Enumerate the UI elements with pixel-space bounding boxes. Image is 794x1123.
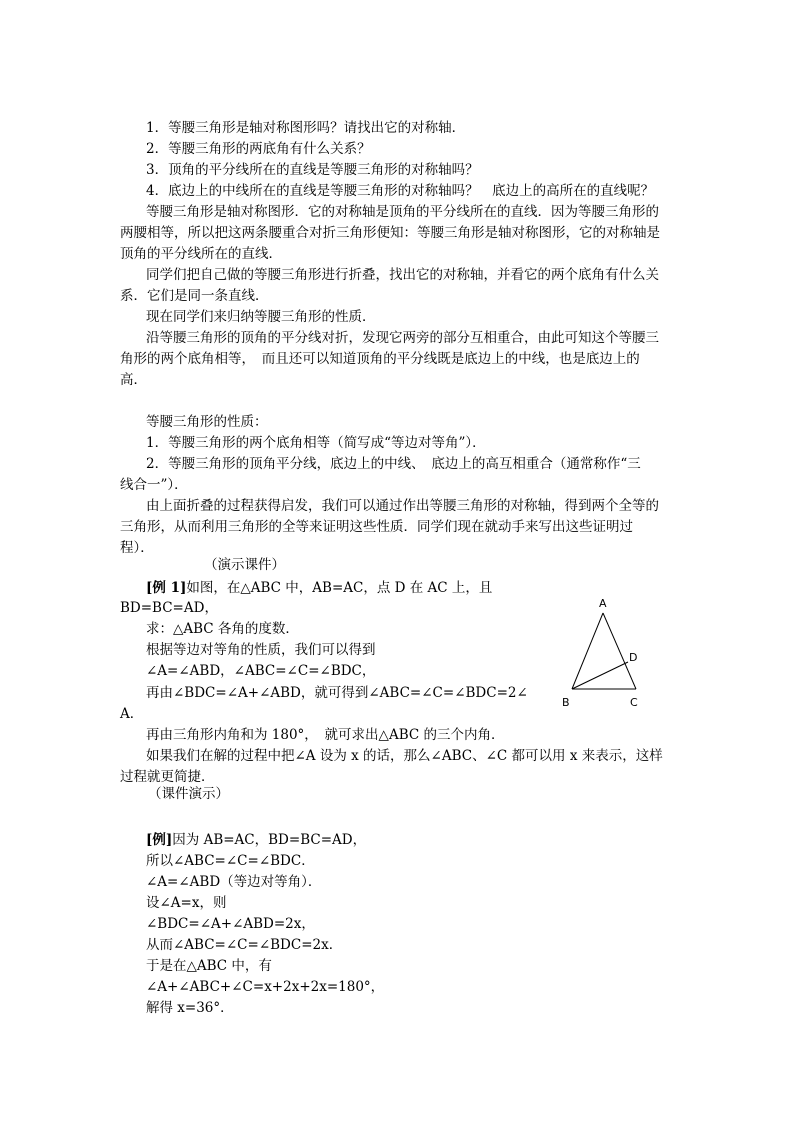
question-4: 4．底边上的中线所在的直线是等腰三角形的对称轴吗？ 底边上的高所在的直线呢？ — [146, 183, 655, 199]
paragraph-line: 沿等腰三角形的顶角的平分线对折，发现它两旁的部分互相重合，由此可知这个等腰三 — [146, 330, 659, 346]
vertex-label-a: A — [599, 597, 607, 610]
vertex-label-c: C — [630, 696, 638, 709]
solution-line: ∠A+∠ABC+∠C=x+2x+2x=180°， — [146, 979, 385, 995]
paragraph-line: 同学们把自己做的等腰三角形进行折叠，找出它的对称轴，并看它的两个底角有什么关 — [146, 267, 659, 283]
property-1: 1．等腰三角形的两个底角相等（简写成“等边对等角”）． — [146, 435, 486, 451]
segment-bd — [572, 662, 628, 689]
example-1-line: 如果我们在解的过程中把∠A 设为 x 的话，那么∠ABC、∠C 都可以用 x 来表示，这样 — [146, 748, 663, 764]
solution-line — [146, 830, 366, 850]
paragraph-line: 角形的两个底角相等， 而且还可以知道顶角的平分线既是底边上的中线，也是底边上的 — [120, 351, 640, 367]
vertex-label-d: D — [629, 651, 638, 664]
properties-title: 等腰三角形的性质： — [146, 414, 268, 430]
solution-label: [例] — [146, 832, 173, 848]
property-2-cont: 线合一”）． — [120, 477, 188, 493]
example-1-line: 再由∠BDC=∠A+∠ABD，就可得到∠ABC=∠C=∠BDC=2∠ — [146, 685, 528, 701]
paragraph-line: 程）． — [120, 540, 154, 556]
example-1-line — [146, 578, 492, 598]
example-1-line: 求：△ABC 各角的度数． — [146, 621, 299, 637]
solution-line: ∠A=∠ABD（等边对等角）． — [146, 874, 322, 890]
question-1: 1．等腰三角形是轴对称图形吗？请找出它的对称轴． — [146, 120, 466, 136]
solution-line: 从而∠ABC=∠C=∠BDC=2x． — [146, 937, 343, 953]
example-1-line: 再由三角形内角和为 180°， 就可求出△ABC 的三个内角． — [146, 727, 505, 743]
example-1-line: BD=BC=AD， — [120, 600, 218, 616]
question-3: 3．顶角的平分线所在的直线是等腰三角形的对称轴吗？ — [146, 162, 479, 178]
solution-line: 于是在△ABC 中，有 — [146, 958, 272, 974]
demo-note: （课件演示） — [148, 786, 229, 802]
property-2: 2．等腰三角形的顶角平分线，底边上的中线、 底边上的高互相重合（通常称作“三 — [146, 456, 641, 472]
paragraph-line: 现在同学们来归纳等腰三角形的性质． — [146, 309, 376, 325]
paragraph-line: 系．它们是同一条直线． — [120, 288, 269, 304]
question-2: 2．等腰三角形的两底角有什么关系？ — [146, 141, 371, 157]
paragraph-line: 高． — [120, 372, 147, 388]
solution-line: 设∠A=x，则 — [146, 895, 227, 911]
paragraph-line: 由上面折叠的过程获得启发，我们可以通过作出等腰三角形的对称轴，得到两个全等的 — [146, 498, 659, 514]
triangle-figure — [556, 595, 656, 713]
solution-line: 解得 x=36°． — [146, 1000, 234, 1016]
solution-line: ∠BDC=∠A+∠ABD=2x， — [146, 916, 315, 932]
demo-note: （演示课件） — [204, 557, 285, 573]
example-1-text: 如图，在△ABC 中，AB=AC，点 D 在 AC 上，且 — [186, 580, 493, 596]
side-ab — [572, 613, 603, 689]
example-1-label: [例 1] — [146, 580, 187, 596]
example-1-line: 过程就更简捷． — [120, 769, 215, 785]
paragraph-line: 两腰相等，所以把这两条腰重合对折三角形便知：等腰三角形是轴对称图形，它的对称轴是 — [120, 225, 660, 241]
solution-line: 所以∠ABC=∠C=∠BDC． — [146, 853, 315, 869]
paragraph-line: 三角形，从而利用三角形的全等来证明这些性质．同学们现在就动手来写出这些证明过 — [120, 519, 633, 535]
paragraph-line: 等腰三角形是轴对称图形．它的对称轴是顶角的平分线所在的直线．因为等腰三角形的 — [146, 204, 659, 220]
vertex-label-b: B — [562, 696, 570, 709]
solution-text: 因为 AB=AC，BD=BC=AD， — [172, 832, 367, 848]
example-1-line: A． — [120, 706, 144, 722]
example-1-line: ∠A=∠ABD，∠ABC=∠C=∠BDC， — [146, 663, 376, 679]
paragraph-line: 顶角的平分线所在的直线． — [120, 246, 282, 262]
example-1-line: 根据等边对等角的性质，我们可以得到 — [146, 642, 376, 658]
